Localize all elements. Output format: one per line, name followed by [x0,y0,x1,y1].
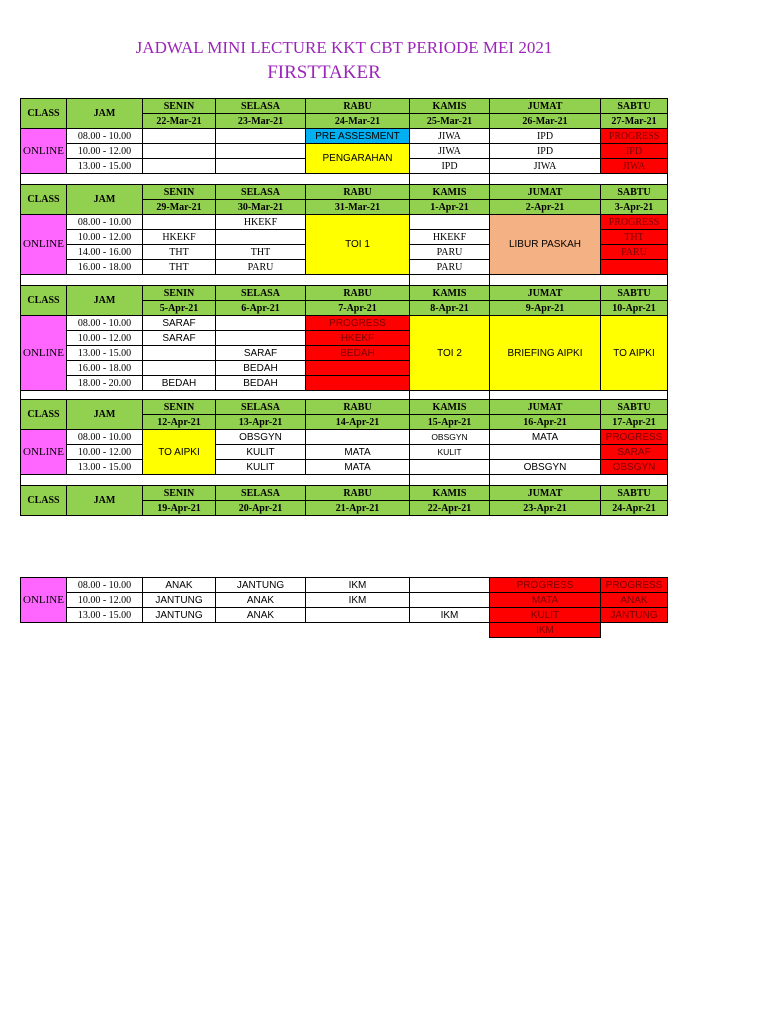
session-cell: MATA [306,460,410,475]
time-cell: 08.00 - 10.00 [67,430,143,445]
day-header-kamis: KAMIS [410,185,490,200]
session-cell: HKEKF [143,230,216,245]
session-cell: IKM [490,623,601,638]
class-header: CLASS [21,99,67,129]
day-header-rabu: RABU [306,185,410,200]
session-cell: PARU [410,260,490,275]
day-header-jumat: JUMAT [490,486,601,501]
day-header-selasa: SELASA [216,400,306,415]
session-cell: SARAF [143,316,216,331]
session-cell: BEDAH [306,346,410,361]
jam-header: JAM [67,185,143,215]
session-cell: HKEKF [410,230,490,245]
schedule-table-week4 [20,399,668,488]
session-cell [306,608,410,623]
session-cell: JIWA [410,144,490,159]
session-cell [306,430,410,445]
day-header-senin: SENIN [143,185,216,200]
date-cell: 26-Mar-21 [490,114,601,129]
session-cell [143,361,216,376]
day-header-rabu: RABU [306,99,410,114]
session-cell: SARAF [601,445,668,460]
session-cell: BEDAH [216,376,306,391]
time-cell: 16.00 - 18.00 [67,361,143,376]
session-cell: JANTUNG [143,608,216,623]
session-cell: ANAK [216,608,306,623]
jam-header: JAM [67,486,143,516]
session-cell [306,361,410,376]
session-cell: MATA [490,593,601,608]
class-header: CLASS [21,400,67,430]
date-cell: 27-Mar-21 [601,114,668,129]
session-cell: PROGRESS [601,129,668,144]
time-cell: 16.00 - 18.00 [67,260,143,275]
day-header-senin: SENIN [143,486,216,501]
time-cell: 10.00 - 12.00 [67,593,143,608]
day-header-sabtu: SABTU [601,185,668,200]
time-cell: 10.00 - 12.00 [67,331,143,346]
session-cell [410,215,490,230]
day-header-selasa: SELASA [216,99,306,114]
session-cell [306,376,410,391]
date-cell: 21-Apr-21 [306,501,410,516]
session-cell [410,460,490,475]
day-header-senin: SENIN [143,99,216,114]
session-cell: IPD [410,159,490,174]
class-cell-online: ONLINE [21,578,67,623]
class-cell-online: ONLINE [21,215,67,275]
time-cell: 10.00 - 12.00 [67,445,143,460]
session-cell: ANAK [216,593,306,608]
date-cell: 22-Mar-21 [143,114,216,129]
session-cell: BEDAH [143,376,216,391]
jam-header: JAM [67,99,143,129]
session-cell: PROGRESS [490,578,601,593]
session-cell [143,346,216,361]
date-cell: 19-Apr-21 [143,501,216,516]
session-cell: PROGRESS [601,578,668,593]
session-cell: PENGARAHAN [306,144,410,174]
time-cell: 18.00 - 20.00 [67,376,143,391]
date-cell: 22-Apr-21 [410,501,490,516]
session-cell [410,593,490,608]
session-cell: OBSGYN [216,430,306,445]
date-cell: 17-Apr-21 [601,415,668,430]
time-cell: 14.00 - 16.00 [67,245,143,260]
session-cell: HKEKF [216,215,306,230]
session-cell: ANAK [143,578,216,593]
date-cell: 7-Apr-21 [306,301,410,316]
session-cell: TO AIPKI [143,430,216,475]
session-cell: TOI 2 [410,316,490,391]
session-cell: JIWA [410,129,490,144]
date-cell: 16-Apr-21 [490,415,601,430]
session-cell [216,230,306,245]
date-cell: 30-Mar-21 [216,200,306,215]
date-cell: 8-Apr-21 [410,301,490,316]
session-cell: SARAF [143,331,216,346]
session-cell [216,316,306,331]
schedule-table-week5-body [20,577,668,638]
session-cell: PROGRESS [601,430,668,445]
session-cell: OBSGYN [490,460,601,475]
jam-header: JAM [67,286,143,316]
session-cell: MATA [490,430,601,445]
class-cell-online: ONLINE [21,316,67,391]
date-cell: 2-Apr-21 [490,200,601,215]
date-cell: 23-Apr-21 [490,501,601,516]
session-cell: IKM [306,593,410,608]
session-cell: THT [143,260,216,275]
time-cell: 13.00 - 15.00 [67,460,143,475]
session-cell: OBSGYN [410,430,490,445]
session-cell [490,445,601,460]
day-header-jumat: JUMAT [490,99,601,114]
jam-header: JAM [67,400,143,430]
class-header: CLASS [21,185,67,215]
session-cell: KULIT [216,460,306,475]
day-header-selasa: SELASA [216,286,306,301]
time-cell: 13.00 - 15.00 [67,159,143,174]
class-cell-online: ONLINE [21,430,67,475]
session-cell: PROGRESS [306,316,410,331]
time-cell: 08.00 - 10.00 [67,316,143,331]
session-cell: OBSGYN [601,460,668,475]
day-header-jumat: JUMAT [490,185,601,200]
day-header-kamis: KAMIS [410,400,490,415]
session-cell [216,331,306,346]
day-header-jumat: JUMAT [490,400,601,415]
session-cell: THT [601,230,668,245]
day-header-sabtu: SABTU [601,400,668,415]
session-cell: PRE ASSESMENT [306,129,410,144]
session-cell: TO AIPKI [601,316,668,391]
time-cell: 08.00 - 10.00 [67,578,143,593]
session-cell: JIWA [601,159,668,174]
page-subtitle: FIRSTTAKER [267,62,381,83]
session-cell: KULIT [490,608,601,623]
date-cell: 5-Apr-21 [143,301,216,316]
date-cell: 13-Apr-21 [216,415,306,430]
class-cell-online: ONLINE [21,129,67,174]
day-header-kamis: KAMIS [410,99,490,114]
day-header-senin: SENIN [143,400,216,415]
day-header-kamis: KAMIS [410,286,490,301]
date-cell: 1-Apr-21 [410,200,490,215]
session-cell [143,144,216,159]
day-header-rabu: RABU [306,400,410,415]
session-cell: TOI 1 [306,215,410,275]
session-cell: JANTUNG [143,593,216,608]
date-cell: 14-Apr-21 [306,415,410,430]
session-cell: PARU [410,245,490,260]
date-cell: 24-Apr-21 [601,501,668,516]
session-cell: PARU [216,260,306,275]
date-cell: 10-Apr-21 [601,301,668,316]
session-cell: IPD [490,144,601,159]
day-header-jumat: JUMAT [490,286,601,301]
session-cell: THT [216,245,306,260]
date-cell: 25-Mar-21 [410,114,490,129]
day-header-selasa: SELASA [216,486,306,501]
schedule-table-week3 [20,285,668,404]
date-cell: 15-Apr-21 [410,415,490,430]
time-cell: 08.00 - 10.00 [67,129,143,144]
date-cell: 23-Mar-21 [216,114,306,129]
date-cell: 24-Mar-21 [306,114,410,129]
session-cell: JANTUNG [216,578,306,593]
date-cell: 29-Mar-21 [143,200,216,215]
day-header-selasa: SELASA [216,185,306,200]
session-cell [143,215,216,230]
date-cell: 12-Apr-21 [143,415,216,430]
day-header-sabtu: SABTU [601,486,668,501]
schedule-table-week5-header [20,485,668,516]
session-cell: BEDAH [216,361,306,376]
day-header-sabtu: SABTU [601,99,668,114]
session-cell [143,129,216,144]
time-cell: 10.00 - 12.00 [67,144,143,159]
time-cell: 08.00 - 10.00 [67,215,143,230]
date-cell: 9-Apr-21 [490,301,601,316]
session-cell: JIWA [490,159,601,174]
session-cell: MATA [306,445,410,460]
time-cell: 10.00 - 12.00 [67,230,143,245]
time-cell: 13.00 - 15.00 [67,608,143,623]
class-header: CLASS [21,486,67,516]
session-cell: ANAK [601,593,668,608]
session-cell: THT [143,245,216,260]
schedule-table-week2 [20,184,668,288]
session-cell: LIBUR PASKAH [490,215,601,275]
time-cell: 13.00 - 15.00 [67,346,143,361]
session-cell [601,260,668,275]
session-cell: BRIEFING AIPKI [490,316,601,391]
session-cell: KULIT [216,445,306,460]
date-cell: 6-Apr-21 [216,301,306,316]
day-header-kamis: KAMIS [410,486,490,501]
session-cell [410,578,490,593]
day-header-rabu: RABU [306,486,410,501]
class-header: CLASS [21,286,67,316]
day-header-rabu: RABU [306,286,410,301]
session-cell: HKEKF [306,331,410,346]
session-cell [216,159,306,174]
page-title: JADWAL MINI LECTURE KKT CBT PERIODE MEI 2021 [135,38,553,57]
date-cell: 3-Apr-21 [601,200,668,215]
session-cell: IKM [410,608,490,623]
session-cell: IPD [601,144,668,159]
session-cell [216,129,306,144]
session-cell: KULIT [410,445,490,460]
session-cell: IPD [490,129,601,144]
session-cell: PARU [601,245,668,260]
session-cell: JANTUNG [601,608,668,623]
schedule-table-week1 [20,98,668,187]
session-cell [143,159,216,174]
day-header-senin: SENIN [143,286,216,301]
session-cell: SARAF [216,346,306,361]
date-cell: 20-Apr-21 [216,501,306,516]
day-header-sabtu: SABTU [601,286,668,301]
date-cell: 31-Mar-21 [306,200,410,215]
session-cell: IKM [306,578,410,593]
session-cell [216,144,306,159]
session-cell: PROGRESS [601,215,668,230]
